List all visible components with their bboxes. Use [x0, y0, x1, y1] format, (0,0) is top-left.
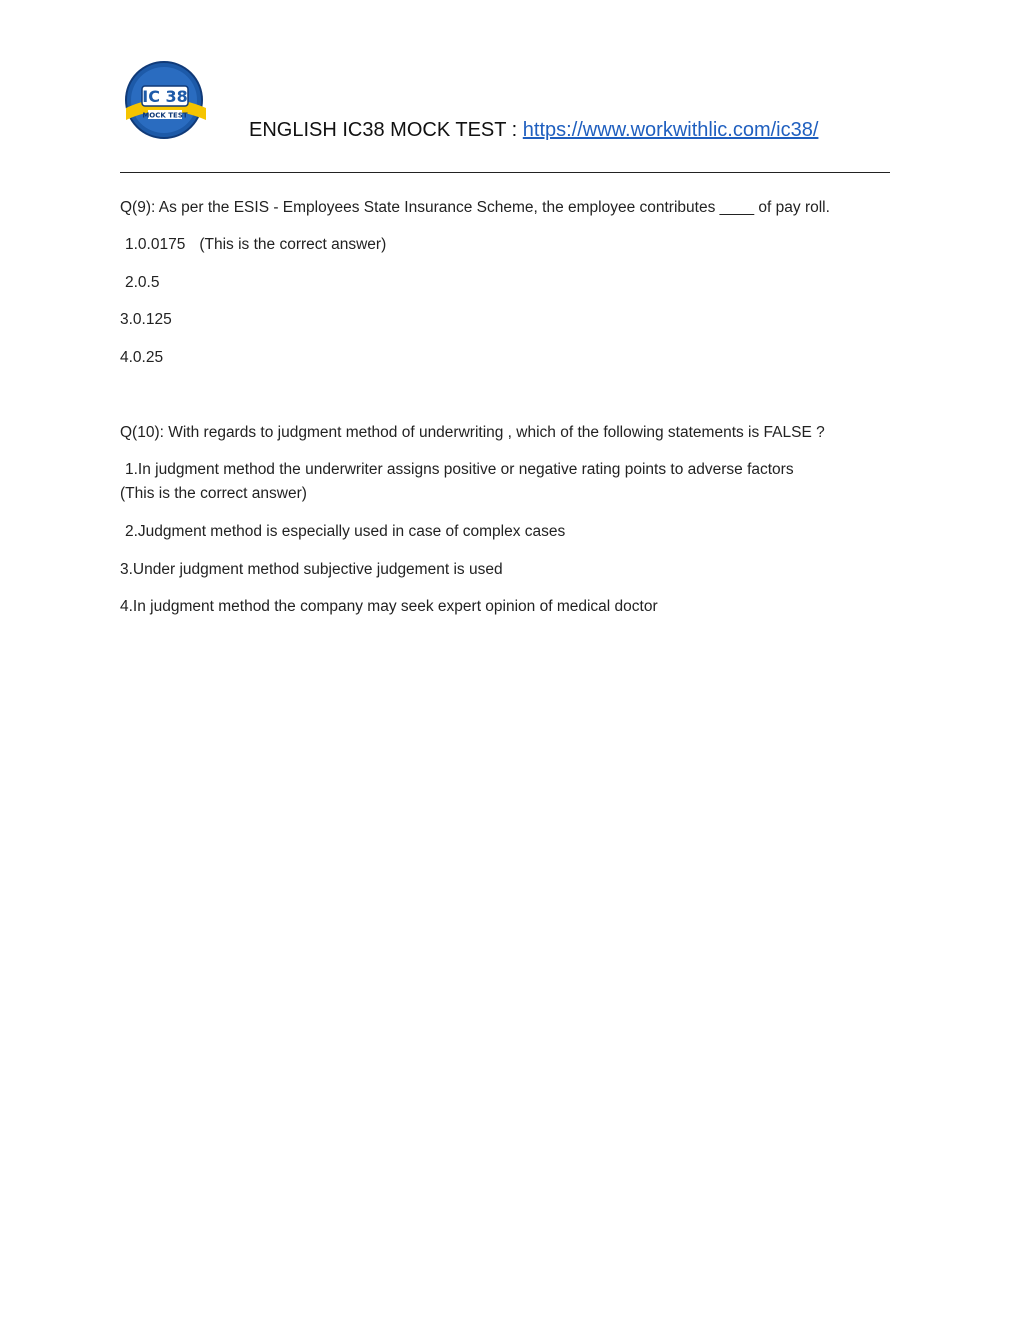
header-url-link[interactable]: https://www.workwithlic.com/ic38/ [522, 119, 819, 141]
question-10-option-1 [120, 458, 880, 506]
svg-text:IC 38: IC 38 [142, 87, 188, 106]
question-10-text: Q(10): With regards to judgment method of underwriting , which of the following statements is FALSE ? [120, 424, 825, 441]
question-9-option-4: 4.0.25 [120, 349, 164, 366]
option-label: 1.0.0175 [125, 236, 186, 253]
ic38-logo [120, 60, 208, 140]
correct-answer-note: (This is the correct answer) [120, 485, 307, 502]
option-label: 1.In judgment method the underwriter assigns positive or negative rating points to adverse factors [125, 461, 794, 478]
question-10-option-3: 3.Under judgment method subjective judgement is used [120, 561, 503, 578]
header-divider [120, 172, 890, 173]
question-10-option-4: 4.In judgment method the company may seek expert opinion of medical doctor [120, 598, 658, 615]
question-9-option-1 [125, 236, 386, 254]
ic38-logo-graphic [120, 60, 208, 140]
page-header [249, 119, 818, 142]
svg-text:MOCK TEST: MOCK TEST [142, 111, 188, 120]
question-9-option-2: 2.0.5 [125, 274, 160, 291]
question-9-text: Q(9): As per the ESIS - Employees State Insurance Scheme, the employee contributes ____ of pay roll. [120, 199, 830, 216]
question-9-option-3: 3.0.125 [120, 311, 172, 328]
correct-answer-note: (This is the correct answer) [199, 236, 387, 253]
question-10-option-2: 2.Judgment method is especially used in case of complex cases [125, 523, 566, 540]
header-title: ENGLISH IC38 MOCK TEST : [249, 119, 523, 141]
